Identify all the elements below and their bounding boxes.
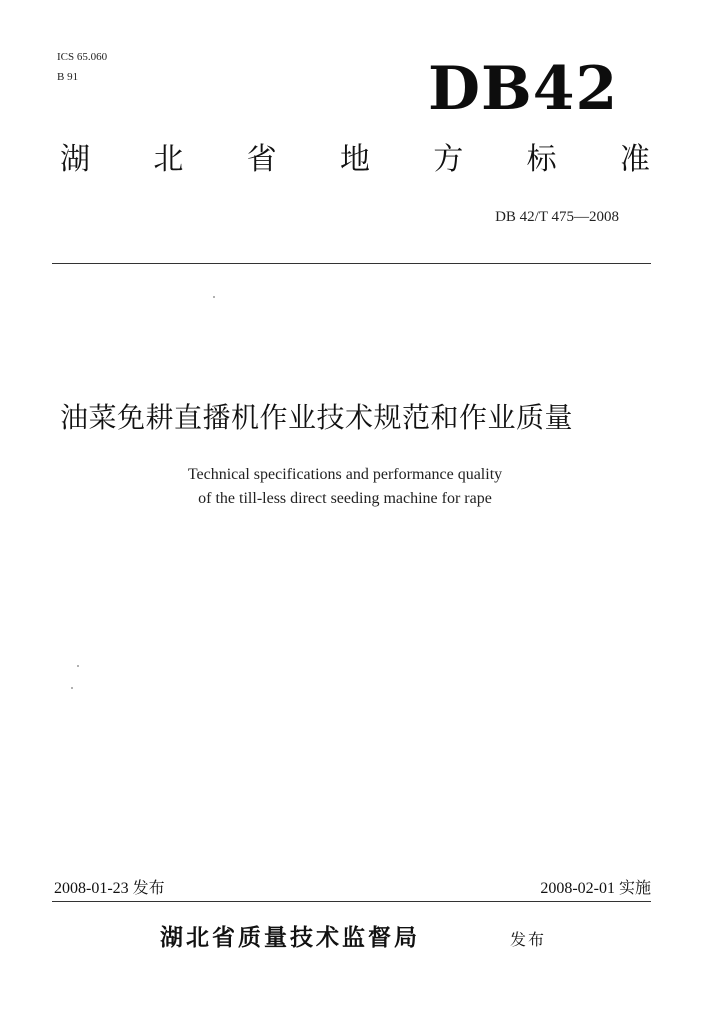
standard-logo: DB42 <box>428 54 619 124</box>
footer-divider <box>52 901 651 902</box>
standard-type-char: 准 <box>619 142 650 177</box>
standard-type-char: 湖 <box>60 142 90 177</box>
standard-type-char: 地 <box>339 142 370 177</box>
standard-type-char: 北 <box>153 142 184 177</box>
header-divider <box>52 263 651 264</box>
standard-type-char: 省 <box>246 142 277 177</box>
english-title-line-1: Technical specifications and performance quality <box>187 466 503 483</box>
scan-speck <box>77 665 79 667</box>
standard-type-heading <box>60 140 650 180</box>
chinese-title: 油菜免耕直播机作业技术规范和作业质量 <box>60 401 574 434</box>
english-title-line-2: of the till-less direct seeding machine for rape <box>198 490 492 507</box>
standard-type-char: 方 <box>433 142 464 177</box>
standard-type-char: 标 <box>526 142 557 177</box>
issued-by-label: 发布 <box>510 930 547 949</box>
publish-date: 2008-01-23 发布 <box>54 880 165 897</box>
ics-code: ICS 65.060 <box>57 51 108 63</box>
standard-number: DB 42/T 475—2008 <box>495 209 619 225</box>
scan-speck <box>71 687 73 689</box>
implement-date: 2008-02-01 实施 <box>540 880 651 897</box>
scan-speck <box>213 296 215 298</box>
issuing-authority: 湖北省质量技术监督局 <box>160 925 420 951</box>
ccs-code: B 91 <box>57 71 79 83</box>
